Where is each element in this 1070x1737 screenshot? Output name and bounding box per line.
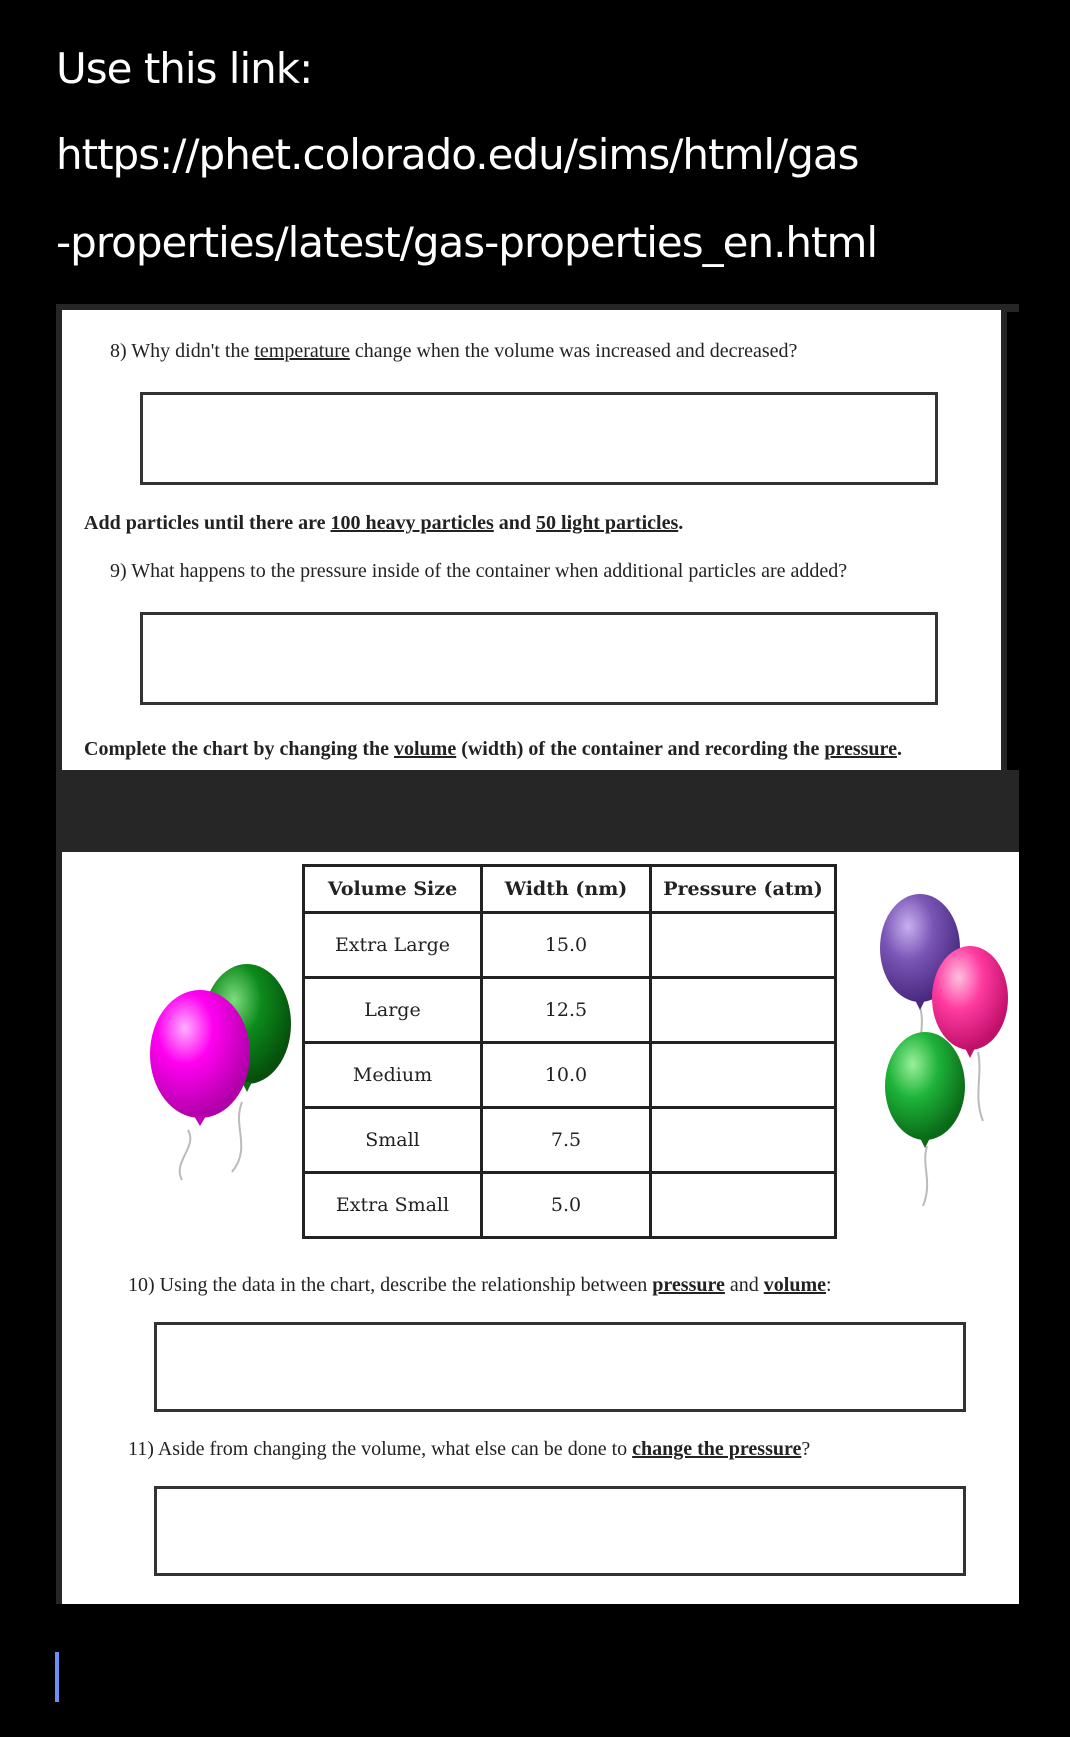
balloons-left-image [102,912,302,1182]
pressure-cell[interactable] [651,1173,836,1238]
pressure-cell[interactable] [651,1043,836,1108]
magenta-balloon [150,990,250,1118]
width-cell: 7.5 [482,1108,651,1173]
pressure-cell[interactable] [651,913,836,978]
table-row [304,1108,836,1173]
table-header-width: Width (nm) [482,866,651,913]
link-url-line-2: -properties/latest/gas-properties_en.html [56,218,878,267]
pink-balloon [932,946,1008,1050]
image-separator-strip [56,770,1019,852]
instruction-add-particles: Add particles until there are 100 heavy particles and 50 light particles. [84,512,684,534]
answer-box-11[interactable] [154,1486,966,1576]
question-8: 8) Why didn't the temperature change when the volume was increased and decreased? [110,340,798,362]
pressure-cell[interactable] [651,978,836,1043]
answer-box-10[interactable] [154,1322,966,1412]
question-9: 9) What happens to the pressure inside of the container when additional particles are added? [110,560,848,582]
width-cell: 10.0 [482,1043,651,1108]
width-cell: 12.5 [482,978,651,1043]
volume-size-cell: Small [304,1108,482,1173]
table-header-pressure: Pressure (atm) [651,866,836,913]
question-11: 11) Aside from changing the volume, what else can be done to change the pressure? [128,1438,811,1460]
text-cursor [55,1652,59,1702]
table-row [304,1043,836,1108]
green-balloon [885,1032,965,1140]
worksheet-image-bottom [56,852,1019,1604]
answer-box-9[interactable] [140,612,938,705]
worksheet-image-top [56,310,1007,770]
width-cell: 5.0 [482,1173,651,1238]
table-row [304,978,836,1043]
volume-size-cell: Medium [304,1043,482,1108]
width-cell: 15.0 [482,913,651,978]
balloons-right-image [857,876,1017,1216]
table-header-volume-size: Volume Size [304,866,482,913]
volume-size-cell: Extra Small [304,1173,482,1238]
volume-size-cell: Extra Large [304,913,482,978]
instruction-complete-chart: Complete the chart by changing the volume (width) of the container and recording the pressure. [84,738,902,760]
table-row [304,913,836,978]
answer-box-8[interactable] [140,392,938,485]
table-row [304,1173,836,1238]
link-url-line-1: https://phet.colorado.edu/sims/html/gas [56,130,859,179]
question-10: 10) Using the data in the chart, describe the relationship between pressure and volume: [128,1274,832,1296]
volume-pressure-table [302,864,837,1239]
pressure-cell[interactable] [651,1108,836,1173]
volume-size-cell: Large [304,978,482,1043]
link-intro-text: Use this link: [56,44,313,93]
